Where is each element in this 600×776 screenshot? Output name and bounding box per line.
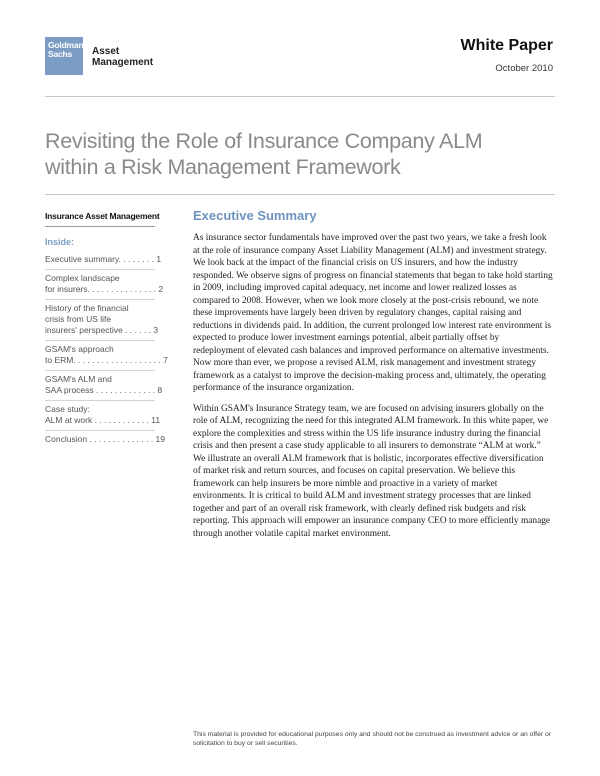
section-heading: Executive Summary [193,208,317,223]
title-line-1: Revisiting the Role of Insurance Company ALM [45,129,483,153]
sidebar-heading: Insurance Asset Management [45,211,160,221]
toc-text: Executive summary. . . . . . . . 1 [45,254,162,264]
document-type: White Paper [460,37,553,54]
logo-line-2: Sachs [48,49,73,59]
title-divider [45,194,555,195]
toc-item-conclusion[interactable] [45,431,165,449]
sidebar-heading-divider [45,226,155,227]
toc-text: Conclusion . . . . . . . . . . . . . . 19 [45,434,165,444]
inside-label: Inside: [45,237,75,247]
toc-text: for insurers. . . . . . . . . . . . . . . 2 [45,284,164,294]
toc-item-erm-approach[interactable] [45,341,168,371]
toc-text: insurers' perspective . . . . . . 3 [45,325,159,335]
body-paragraph-1: As insurance sector fundamentals have improved over the past two years, we take a fresh look at the role of insurance company Asset Liability Management (ALM) and investment strategy. We look back at the impact of the financial crisis on US insurers, and how the industry responded. We observe signs of progress on financial statements that began to take hold starting in 2009, including improved capital adequacy, net income and lower realized losses as compared to 2008. However, when we look more closely at the post-crisis rebound, we note these improvements have largely been driven by regulatory changes, capital raising and reductions in dividends paid. In addition, the current prolonged low interest rate environment is expected to produce lower investment earnings potential, albeit partially offset by redeployment of elevated cash balances and improved performance on alternative investments. Now more than ever, we propose a revised ALM, risk management and investment strategy framework as a catalyst to improve the decision-making process and, ultimately, the operating performance of the insurance organization. [193,233,553,393]
toc-text: Complex landscape [45,273,120,283]
toc-item-complex-landscape[interactable] [45,270,164,300]
brand-name [92,46,153,68]
main-content [193,208,553,548]
goldman-sachs-logo [45,37,83,75]
toc-text: History of the financial [45,303,129,313]
title-line-2: within a Risk Management Framework [45,155,401,179]
header-divider [45,96,555,97]
brand-line-2: Management [92,57,154,68]
sidebar [45,211,168,449]
toc-item-history[interactable] [45,300,159,341]
toc-item-case-study[interactable] [45,401,161,431]
document-date: October 2010 [495,63,553,74]
toc-text: to ERM. . . . . . . . . . . . . . . . . . . 7 [45,355,168,365]
toc-text: ALM at work . . . . . . . . . . . . 11 [45,415,161,425]
toc-item-alm-saa[interactable] [45,371,163,401]
body-paragraph-2: Within GSAM's Insurance Strategy team, we are focused on advising insurers globally on the role of ALM, recognizing the need for this integrated ALM framework. In this white paper, we explore the complexities and stress within the US life insurance industry during the financial crisis and then present a case study applicable to all insurers to demonstrate “ALM at work.” We illustrate an overall ALM framework that is holistic, incorporates effective diversification of market risk and return sources, and focuses on capital preservation. We believe this framework can help insurers be more nimble and proactive in a variety of market environments. It is critical to build ALM and investment strategy processes that are linked together and part of an overall risk framework, with clearly defined risk budgets and risk reporting. This approach will empower an insurance company CEO to more efficiently manage through another volatile capital market environment. [193,403,551,539]
toc-text: GSAM's ALM and [45,374,112,384]
logo-line-1: Goldman [48,40,84,50]
toc-text: crisis from US life [45,314,112,324]
toc-item-executive-summary[interactable] [45,251,162,270]
footer-disclaimer: This material is provided for educational purposes only and should not be construed as investment advice or an offer or solicitation to buy or sell securities. [193,731,552,747]
table-of-contents [45,251,168,449]
toc-text: Case study: [45,404,90,414]
brand-line-1: Asset [92,46,120,57]
toc-text: SAA process . . . . . . . . . . . . . 8 [45,385,163,395]
toc-text: GSAM's approach [45,344,114,354]
page-title [45,128,555,180]
